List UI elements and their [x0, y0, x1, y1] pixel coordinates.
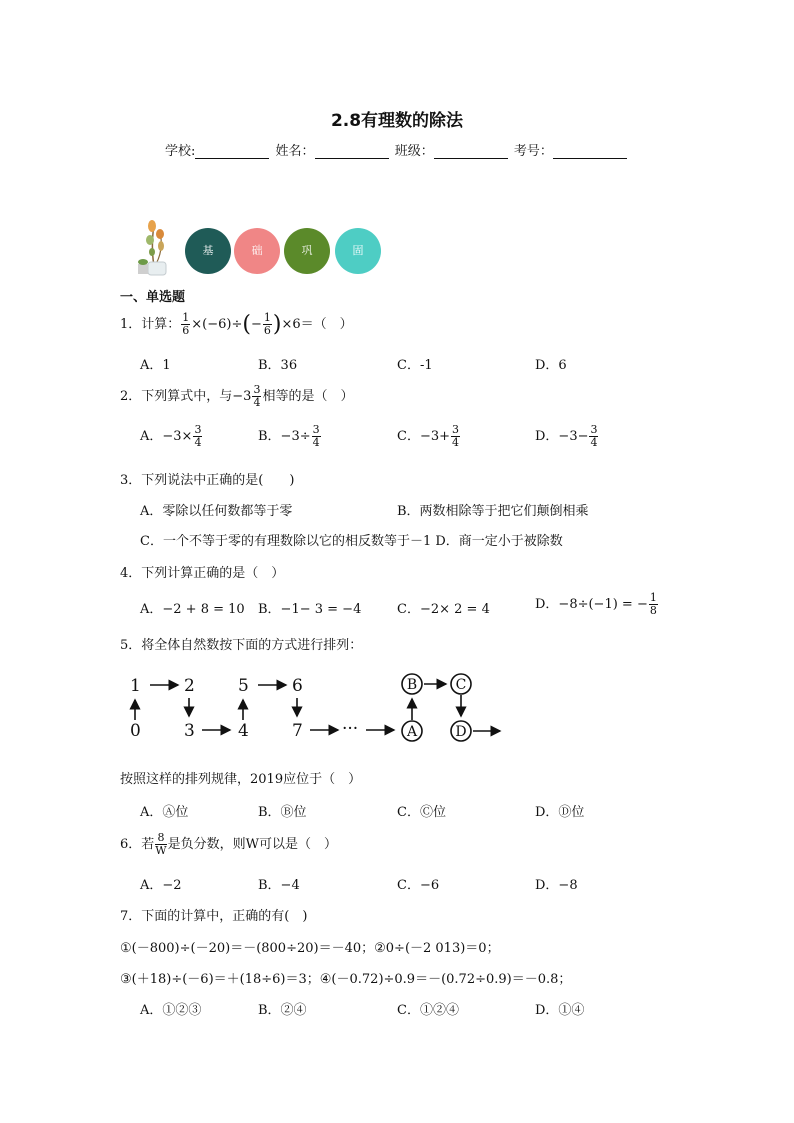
q6-option-c[interactable]: C．−6	[397, 878, 440, 893]
question-5-prompt: 按照这样的排列规律，2019应位于（ ）	[120, 772, 362, 787]
q5-option-a[interactable]: A．Ⓐ位	[140, 805, 189, 820]
diagram-letter-d: D	[455, 724, 467, 740]
question-6: 6．若 $\frac{8}{W}$ 是负分数，则W可以是（ ）	[120, 831, 337, 857]
q7-line-1: ①(－800)÷(－20)＝－(800÷20)＝－40；②0÷(－2 013)＝0；	[120, 941, 500, 956]
question-3: 3．下列说法中正确的是( )	[120, 473, 295, 488]
q2-option-a[interactable]: A．−3× $\frac{3}{4}$	[140, 423, 202, 449]
school-label: 学校:	[165, 144, 196, 159]
q7-option-c[interactable]: C．①②④	[397, 1003, 459, 1018]
diagram-dots: ···	[342, 719, 359, 739]
q5-option-d[interactable]: D．Ⓓ位	[535, 805, 585, 820]
question-5: 5．将全体自然数按下面的方式进行排列：	[120, 638, 363, 653]
diagram-num-3: 3	[184, 721, 195, 741]
q4-option-a[interactable]: A．−2 + 8 = 10	[140, 602, 245, 617]
q1-middle: ×(−6)÷	[191, 317, 243, 332]
q6-option-a[interactable]: A．−2	[140, 878, 182, 893]
q3-option-a[interactable]: A．零除以任何数都等于零	[140, 504, 293, 519]
diagram-letter-c: C	[455, 677, 467, 693]
q1-option-c[interactable]: C．-1	[397, 358, 433, 373]
q4-option-d[interactable]: D．−8÷(−1) = − $\frac{1}{8}$	[535, 591, 657, 617]
diagram-letter-a: A	[406, 724, 418, 740]
diagram-num-2: 2	[184, 676, 195, 696]
q3-option-b[interactable]: B．两数相除等于把它们颠倒相乘	[397, 504, 589, 519]
diagram-num-6: 6	[292, 676, 303, 696]
q4-option-b[interactable]: B．−1− 3 = −4	[258, 602, 362, 617]
diagram-num-0: 0	[130, 721, 141, 741]
q7-option-d[interactable]: D．①④	[535, 1003, 585, 1018]
q1-option-d[interactable]: D．6	[535, 358, 567, 373]
badge-chu: 础	[234, 228, 280, 274]
name-field[interactable]	[315, 144, 389, 159]
school-field[interactable]	[195, 144, 269, 159]
number-field[interactable]	[553, 144, 627, 159]
q1-fraction-2: $\frac{1}{6}$	[263, 311, 271, 337]
q1-prefix: 1．计算：	[120, 317, 181, 332]
q2-option-c[interactable]: C．−3+ $\frac{3}{4}$	[397, 423, 460, 449]
q6-option-d[interactable]: D．−8	[535, 878, 578, 893]
name-label: 姓名：	[275, 144, 315, 159]
question-7: 7．下面的计算中，正确的有( )	[120, 909, 308, 924]
class-label: 班级：	[394, 144, 434, 159]
diagram-num-4: 4	[238, 721, 249, 741]
question-1: 1．计算： $\frac{1}{6}$ ×(−6)÷(− $\frac{1}{6}$ )×6＝（ ）	[120, 311, 353, 337]
q5-option-c[interactable]: C．Ⓒ位	[397, 805, 446, 820]
number-arrangement-diagram	[118, 668, 518, 748]
q1-tail: ×6＝（ ）	[281, 317, 353, 332]
q5-option-b[interactable]: B．Ⓑ位	[258, 805, 307, 820]
diagram-num-1: 1	[130, 676, 141, 696]
q3-option-cd[interactable]: C．一个不等于零的有理数除以它的相反数等于－1 D．商一定小于被除数	[140, 534, 563, 549]
badge-gong: 巩	[284, 228, 330, 274]
page-title: 2.8有理数的除法	[330, 111, 464, 131]
badge-ji: 基	[185, 228, 231, 274]
q1-option-a[interactable]: A．1	[140, 358, 171, 373]
student-info	[165, 140, 629, 159]
diagram-letter-b: B	[406, 677, 418, 693]
q7-option-a[interactable]: A．①②③	[140, 1003, 202, 1018]
q1-fraction-1: $\frac{1}{6}$	[182, 311, 190, 337]
section-heading: 一、单选题	[120, 290, 186, 305]
badge-gu: 固	[335, 228, 381, 274]
q4-option-c[interactable]: C．−2× 2 = 4	[397, 602, 490, 617]
diagram-num-7: 7	[292, 721, 303, 741]
q6-option-b[interactable]: B．−4	[258, 878, 300, 893]
class-field[interactable]	[434, 144, 508, 159]
question-2: 2．下列算式中，与−3 $\frac{3}{4}$ 相等的是（ ）	[120, 383, 354, 409]
diagram-num-5: 5	[238, 676, 249, 696]
number-label: 考号：	[513, 144, 553, 159]
q2-option-d[interactable]: D．−3− $\frac{3}{4}$	[535, 423, 598, 449]
q2-option-b[interactable]: B．−3÷ $\frac{3}{4}$	[258, 423, 320, 449]
q1-option-b[interactable]: B．36	[258, 358, 298, 373]
q2-fraction: $\frac{3}{4}$	[253, 383, 261, 409]
q6-fraction: $\frac{8}{W}$	[155, 831, 167, 857]
q7-line-2: ③(＋18)÷(－6)＝＋(18÷6)＝3；④(－0.72)÷0.9＝－(0.72÷0.9)＝－0.8；	[120, 972, 572, 987]
plant-decoration-icon	[134, 214, 174, 276]
q7-option-b[interactable]: B．②④	[258, 1003, 307, 1018]
question-4: 4．下列计算正确的是（ ）	[120, 566, 285, 581]
